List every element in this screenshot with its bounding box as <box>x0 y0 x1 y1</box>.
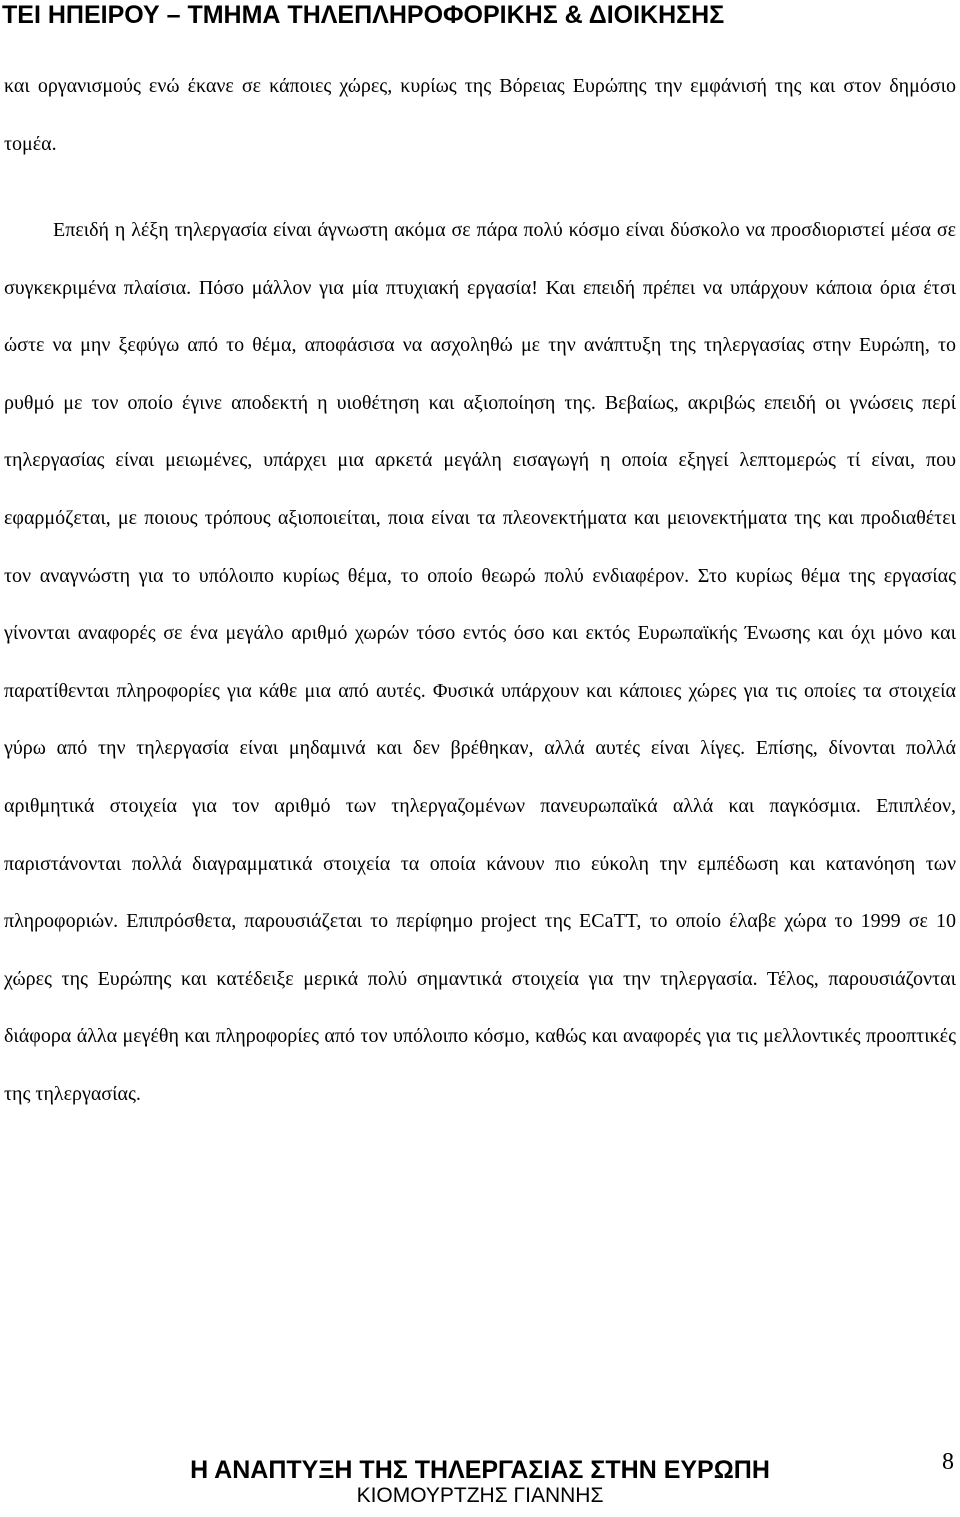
paragraph-continuation: και οργανισμούς ενώ έκανε σε κάποιες χώρες, κυρίως της Βόρειας Ευρώπης την εμφάνισή της και στον δημόσιο τομέα. <box>4 75 956 155</box>
page-header: ΤΕΙ ΗΠΕΙΡΟΥ – ΤΜΗΜΑ ΤΗΛΕΠΛΗΡΟΦΟΡΙΚΗΣ & ΔΙΟΙΚΗΣΗΣ <box>2 1 725 29</box>
footer-author: ΚΙΟΜΟΥΡΤΖΗΣ ΓΙΑΝΝΗΣ <box>356 1484 604 1507</box>
paragraph-main: Επειδή η λέξη τηλεργασία είναι άγνωστη ακόμα σε πάρα πολύ κόσμο είναι δύσκολο να προσδιοριστεί μέσα σε συγκεκριμένα πλαίσια. Πόσο μάλλον για μία πτυχιακή εργασία! Και επειδή πρέπει να υπάρχουν κάποια όρια έτσι ώστε να μην ξεφύγω από το θέμα, αποφάσισα να ασχοληθώ με την ανάπτυξη της τηλεργασίας στην Ευρώπη, το ρυθμό με τον οποίο έγινε αποδεκτή η υιοθέτηση και αξιοποίηση της. Βεβαίως, ακριβώς επειδή οι γνώσεις περί τηλεργασίας είναι μειωμένες, υπάρχει μια αρκετά μεγάλη εισαγωγή η οποία εξηγεί λεπτομερώς τί είναι, που εφαρμόζεται, με ποιους τρόπους αξιοποιείται, ποια είναι τα πλεονεκτήματα και μειονεκτήματα της και προδιαθέτει τον αναγνώστη για το υπόλοιπο κυρίως θέμα, το οποίο θεωρώ πολύ ενδιαφέρον. Στο κυρίως θέμα της εργασίας γίνονται αναφορές σε ένα μεγάλο αριθμό χωρών τόσο εντός όσο και εκτός Ευρωπαϊκής Ένωσης και όχι μόνο και παρατίθενται πληροφορίες για κάθε μια από αυτές. Φυσικά υπάρχουν και κάποιες χώρες για τις οποίες τα στοιχεία γύρω από την τηλεργασία είναι μηδαμινά και δεν βρέθηκαν, αλλά αυτές είναι λίγες. Επίσης, δίνονται πολλά αριθμητικά στοιχεία για τον αριθμό των τηλεργαζομένων πανευρωπαϊκά αλλά και παγκόσμια. Επιπλέον, παριστάνονται πολλά διαγραμματικά στοιχεία τα οποία κάνουν πιο εύκολη την εμπέδωση και κατανόηση των πληροφοριών. Επιπρόσθετα, παρουσιάζεται το περίφημο project της ECaTT, το οποίο έλαβε χώρα το 1999 σε 10 χώρες της Ευρώπης και κατέδειξε μερικά πολύ σημαντικά στοιχεία για την τηλεργασία. Τέλος, παρουσιάζονται διάφορα άλλα μεγέθη και πληροφορίες από τον υπόλοιπο κόσμο, καθώς και αναφορές για τις μελλοντικές προοπτικές της τηλεργασίας. <box>4 219 956 1105</box>
footer-title: Η ΑΝΑΠΤΥΞΗ ΤΗΣ ΤΗΛΕΡΓΑΣΙΑΣ ΣΤΗΝ ΕΥΡΩΠΗ <box>190 1456 770 1484</box>
page-number: 8 <box>942 1449 954 1475</box>
